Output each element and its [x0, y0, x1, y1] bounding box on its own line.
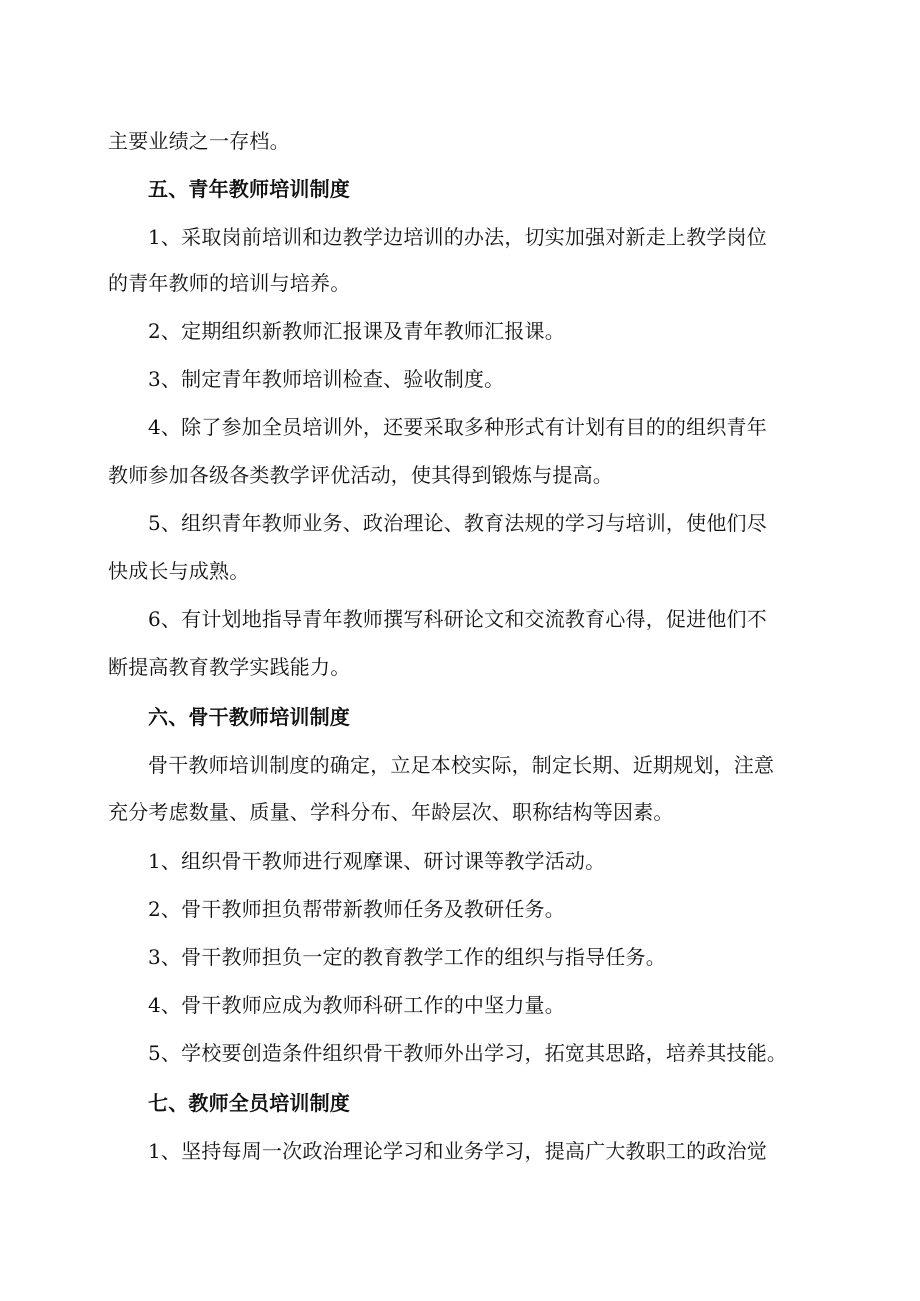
paragraph-line: 骨干教师培训制度的确定，立足本校实际，制定长期、近期规划，注意 [148, 753, 775, 777]
paragraph-line: 主要业绩之一存档。 [108, 129, 290, 153]
paragraph-line: 教师参加各级各类教学评优活动，使其得到锻炼与提高。 [108, 463, 613, 487]
paragraph-line: 1、坚持每周一次政治理论学习和业务学习，提高广大教职工的政治觉 [148, 1139, 767, 1163]
paragraph-line: 3、制定青年教师培训检查、验收制度。 [148, 367, 505, 391]
paragraph-line: 1、采取岗前培训和边教学边培训的办法，切实加强对新走上教学岗位 [148, 225, 767, 249]
paragraph-line: 4、骨干教师应成为教师科研工作的中坚力量。 [148, 993, 565, 1017]
paragraph-line: 充分考虑数量、质量、学科分布、年龄层次、职称结构等因素。 [108, 800, 674, 824]
paragraph-line: 3、骨干教师担负一定的教育教学工作的组织与指导任务。 [148, 945, 666, 969]
section-heading-five: 五、青年教师培训制度 [148, 177, 350, 201]
paragraph-line: 的青年教师的培训与培养。 [108, 271, 351, 295]
paragraph-line: 断提高教育教学实践能力。 [108, 655, 351, 679]
paragraph-line: 1、组织骨干教师进行观摩课、研讨课等教学活动。 [148, 849, 606, 873]
section-heading-seven: 七、教师全员培训制度 [148, 1091, 350, 1115]
paragraph-line: 2、骨干教师担负帮带新教师任务及教研任务。 [148, 897, 565, 921]
section-heading-six: 六、骨干教师培训制度 [148, 705, 350, 729]
paragraph-line: 快成长与成熟。 [108, 559, 250, 583]
paragraph-line: 2、定期组织新教师汇报课及青年教师汇报课。 [148, 319, 565, 343]
paragraph-line: 4、除了参加全员培训外，还要采取多种形式有计划有目的的组织青年 [148, 415, 767, 439]
paragraph-line: 5、组织青年教师业务、政治理论、教育法规的学习与培训，使他们尽 [148, 511, 767, 535]
paragraph-line: 6、有计划地指导青年教师撰写科研论文和交流教育心得，促进他们不 [148, 607, 767, 631]
paragraph-line: 5、学校要创造条件组织骨干教师外出学习，拓宽其思路，培养其技能。 [148, 1041, 788, 1065]
